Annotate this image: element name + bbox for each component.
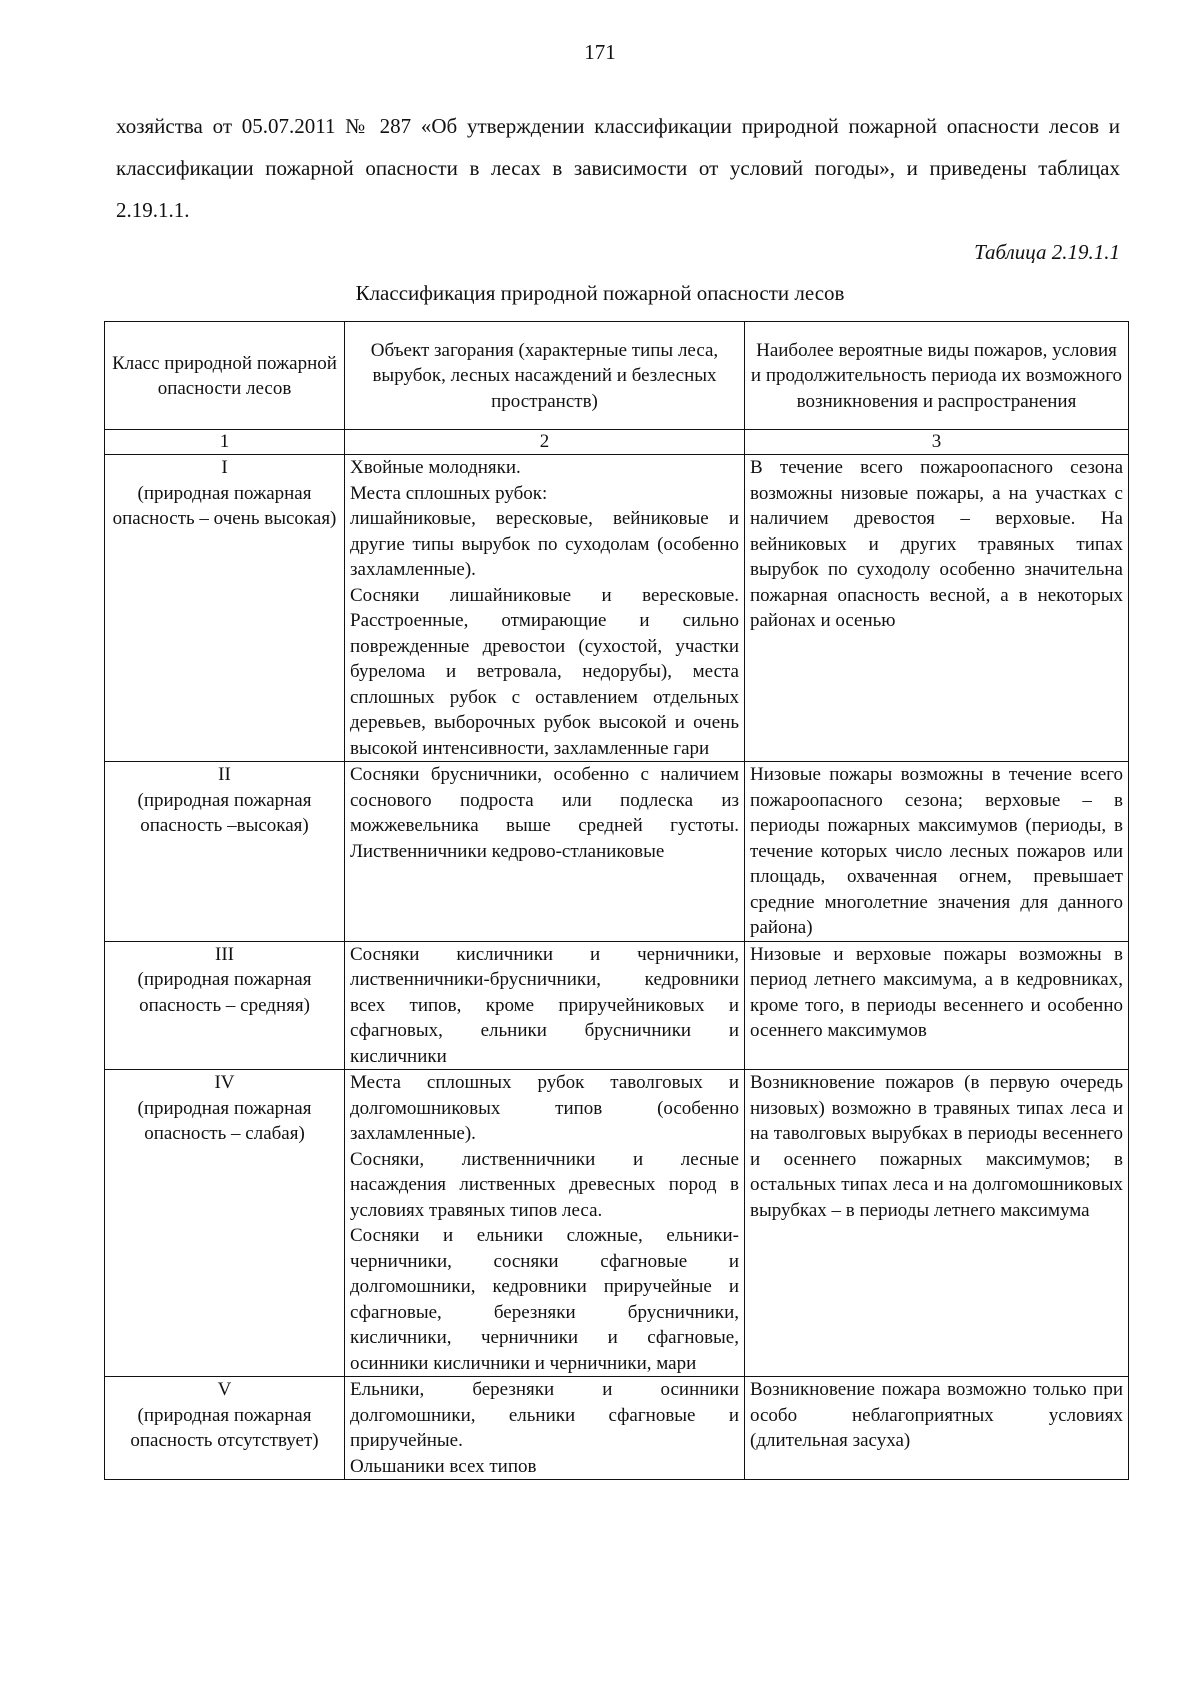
class-number: II <box>218 764 231 785</box>
object-text: Хвойные молодняки. <box>350 457 521 478</box>
column-number-row <box>105 430 1129 455</box>
intro-paragraph: хозяйства от 05.07.2011 № 287 «Об утверждении классификации природной пожарной опасности лесов и классификации пожарной опасности в лесах в зависимости от условий погоды», и приведены таблицах 2.19.1.1. <box>116 114 1120 222</box>
fire-danger-table <box>104 321 1129 1480</box>
object-cell <box>345 1377 745 1480</box>
class-description: (природная пожарная опасность – слабая) <box>137 1097 312 1144</box>
table-row <box>105 762 1129 942</box>
object-text: Места сплошных рубок: <box>350 482 548 504</box>
class-number: I <box>221 457 228 478</box>
object-text: Ольшаники всех типов <box>350 1455 537 1477</box>
column-number: 1 <box>105 430 345 455</box>
fires-cell: В течение всего пожароопасного сезона возможны низовые пожары, а на участках с наличием древостоя – верховые. На вейниковых и других травяных типах вырубок по суходолу особенно значительна пожарная опасность весной, а в некоторых районах и осенью <box>745 455 1129 762</box>
column-number: 3 <box>745 430 1129 455</box>
class-description: (природная пожарная опасность отсутствует) <box>130 1404 319 1451</box>
column-header-class: Класс природной пожарной опасности лесов <box>105 322 345 430</box>
table-header-row <box>105 322 1129 430</box>
object-cell <box>345 1070 745 1377</box>
column-number: 2 <box>345 430 745 455</box>
class-cell <box>105 455 345 762</box>
object-cell <box>345 455 745 762</box>
object-text: Сосняки кисличники и черничники, лиственничники-брусничники, кедровники всех типов, кроме приручейниковых и сфагновых, ельники брусничники и кисличники <box>350 943 739 1067</box>
table-row <box>105 1070 1129 1377</box>
class-description: (природная пожарная опасность –высокая) <box>137 789 312 836</box>
object-text: Сосняки и ельники сложные, ельники-черничники, сосняки сфагновые и долгомошники, кедровники приручейные и сфагновые, березняки брусничники, кисличники, черничники и сфагновые, осинники кисличники и черничники, мари <box>350 1225 739 1374</box>
object-cell <box>345 762 745 942</box>
class-description: (природная пожарная опасность – очень высокая) <box>112 482 337 529</box>
object-text: Сосняки брусничники, особенно с наличием соснового подроста или подлеска из можжевельника выше средней густоты. Лиственничники кедрово-стланиковые <box>350 764 739 862</box>
class-cell <box>105 1377 345 1480</box>
class-cell <box>105 941 345 1070</box>
object-text: Ельники, березняки и осинники долгомошники, ельники сфагновые и приручейные. <box>350 1379 739 1451</box>
class-cell <box>105 1070 345 1377</box>
class-number: IV <box>214 1072 235 1093</box>
table-row <box>105 941 1129 1070</box>
fires-cell: Возникновение пожаров (в первую очередь низовых) возможно в травяных типах леса и на таволговых вырубках в периоды весеннего и осеннего пожарных максимумов; в остальных типах леса и на долгомошниковых вырубках – в периоды летнего максимума <box>745 1070 1129 1377</box>
fires-cell: Возникновение пожара возможно только при особо неблагоприятных условиях (длительная засуха) <box>745 1377 1129 1480</box>
object-text: Сосняки, лиственничники и лесные насаждения лиственных древесных пород в условиях травяных типов леса. <box>350 1148 739 1221</box>
class-number: III <box>215 943 234 965</box>
column-header-fires: Наиболее вероятные виды пожаров, условия и продолжительность периода их возможного возникновения и распространения <box>745 322 1129 430</box>
table-row <box>105 455 1129 762</box>
object-cell <box>345 941 745 1070</box>
class-number: V <box>217 1379 232 1400</box>
object-text: Сосняки лишайниковые и вересковые. Расстроенные, отмирающие и сильно поврежденные древостои (сухостой, участки бурелома и ветровала, недорубы), места сплошных рубок с оставлением отдельных деревьев, выборочных рубок высокой и очень высокой интенсивности, захламленные гари <box>350 584 739 759</box>
column-header-object: Объект загорания (характерные типы леса, вырубок, лесных насаждений и безлесных пространств) <box>345 322 745 430</box>
class-description: (природная пожарная опасность – средняя) <box>137 969 312 1016</box>
table-row <box>105 1377 1129 1480</box>
table-number: Таблица 2.19.1.1 <box>974 240 1120 264</box>
fires-cell: Низовые и верховые пожары возможны в период летнего максимума, а в кедровниках, кроме того, в периоды весеннего и особенно осеннего максимумов <box>745 941 1129 1070</box>
object-text: лишайниковые, вересковые, вейниковые и другие типы вырубок по суходолам (особенно захламленные). <box>350 508 739 580</box>
fires-cell: Низовые пожары возможны в течение всего пожароопасного сезона; верховые – в периоды пожарных максимумов (периоды, в течение которых число лесных пожаров или площадь, охваченная огнем, превышает средние многолетние значения для данного района) <box>745 762 1129 942</box>
page-number: 171 <box>584 40 616 64</box>
object-text: Места сплошных рубок таволговых и долгомошниковых типов (особенно захламленные). <box>350 1072 739 1144</box>
table-title: Классификация природной пожарной опасности лесов <box>355 281 845 305</box>
class-cell <box>105 762 345 942</box>
